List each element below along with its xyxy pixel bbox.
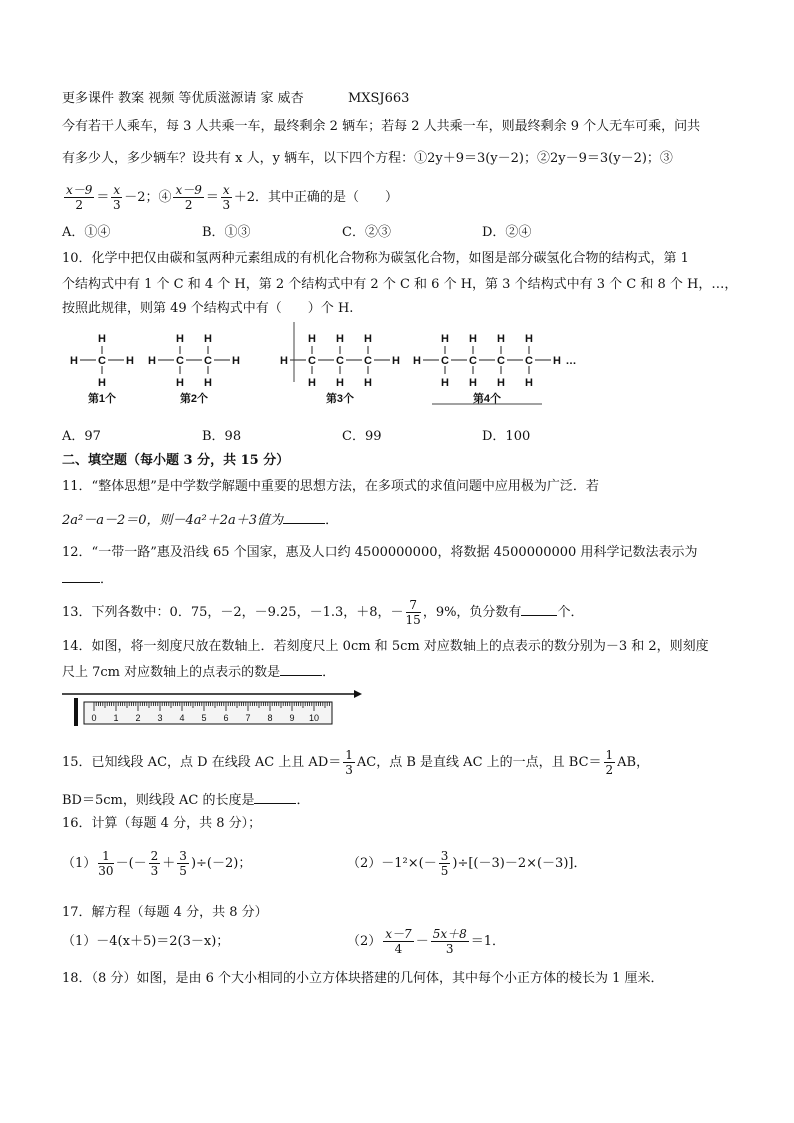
h-atom: H	[232, 355, 240, 367]
c-atom: C	[98, 355, 106, 367]
ruler-label: 3	[157, 713, 163, 723]
h-atom: H	[413, 355, 421, 367]
ruler-label: 8	[267, 713, 273, 723]
q9-line1: 今有若干人乘车，每 3 人共乘一车，最终剩余 2 辆车；若每 2 人共乘一车，则最终剩余 9 个人无车可乘，问共	[62, 119, 701, 134]
h-atom: H	[469, 333, 477, 345]
q10-option-a: A．97	[62, 429, 101, 444]
q9-options	[62, 224, 622, 242]
h-atom: H	[553, 355, 561, 367]
q15-line2: BD＝5cm，则线段 AC 的长度是 ．	[62, 793, 310, 808]
q17-part2: （2） $\frac{x-7}{4}$ － $\frac{5x+8}{3}$ ＝1．	[347, 927, 506, 956]
h-atom: H	[70, 355, 78, 367]
structure-caption: 第3个	[325, 393, 355, 405]
h-atom: H	[176, 377, 184, 389]
q18-line1: 18．（8 分）如图，是由 6 个大小相同的小立方体块搭建的几何体，其中每个小正方体的棱长为 1 厘米．	[62, 971, 664, 986]
q14-answer-blank[interactable]	[280, 663, 322, 676]
q15-frac-2: $\frac{1}{2}$	[605, 748, 614, 777]
h-atom: H	[441, 333, 449, 345]
q11-line1: 11．“整体思想”是中学数学解题中重要的思想方法，在多项式的求值问题中应用极为广泛．若	[62, 479, 599, 494]
q12-answer-blank[interactable]	[62, 570, 100, 583]
q10-option-c: C．99	[342, 429, 382, 444]
h-atom: H	[176, 333, 184, 345]
q10-line2: 个结构式中有 1 个 C 和 4 个 H，第 2 个结构式中有 2 个 C 和 6 个 H，第 3 个结构式中有 3 个 C 和 8 个 H，…，	[62, 277, 738, 292]
q12-line1: 12．“一带一路”惠及沿线 65 个国家，惠及人口约 4500000000，将数据 4500000000 用科学记数法表示为	[62, 545, 698, 560]
q16-part2: （2）－1²×(－ $\frac{3}{5}$ )÷[(－3)－2×(－3)]．	[347, 849, 587, 878]
h-atom: H	[336, 333, 344, 345]
q15-frac-1: $\frac{1}{3}$	[345, 748, 353, 777]
ruler-label: 6	[223, 713, 229, 723]
q16-part1: （1） $\frac{1}{30}$ －(－ $\frac{2}{3}$ ＋ $\frac{3}{5}$ )÷(－2)；	[62, 849, 252, 878]
h-atom: H	[280, 355, 288, 367]
h-atom: H	[364, 333, 372, 345]
q14-line1: 14．如图，将一刻度尺放在数轴上．若刻度尺上 0cm 和 5cm 对应数轴上的点表示的数分别为－3 和 2，则刻度	[62, 639, 709, 654]
structure-caption: 第4个	[472, 393, 502, 405]
ruler-label: 10	[308, 713, 320, 723]
hydrocarbon-figure	[62, 322, 602, 414]
h-atom: H	[148, 355, 156, 367]
h-atom: H	[364, 377, 372, 389]
h-atom: H	[204, 377, 212, 389]
q10-options	[62, 428, 622, 446]
c-atom: C	[441, 355, 449, 367]
c-atom: C	[469, 355, 477, 367]
watermark-code: MXSJ663	[347, 91, 410, 106]
q9-eq4-lhs: $\frac{x-9}{2}$	[175, 183, 202, 212]
q11-line2: 2a²－a－2＝0，则－4a²＋2a＋3值为 ．	[62, 513, 339, 528]
h-atom: H	[308, 377, 316, 389]
q9-eq3-rhs: $\frac{x}{3}$	[112, 183, 121, 212]
h-atom: H	[126, 355, 134, 367]
q16-title: 16．计算（每题 4 分，共 8 分）；	[62, 816, 262, 831]
h-atom: H	[98, 377, 106, 389]
q9-line2: 有多少人，多少辆车？设共有 x 人，y 辆车，以下四个方程：①2y＋9＝3(y－2)；②2y－9＝3(y－2)；③	[62, 151, 673, 166]
h-atom: H	[308, 333, 316, 345]
h-atom: H	[441, 377, 449, 389]
section-title: 二、填空题（每小题 3 分，共 15 分）	[62, 453, 290, 468]
ruler-label: 2	[135, 713, 141, 723]
ruler-label: 9	[289, 713, 295, 723]
q9-eq3-lhs: $\frac{x-9}{2}$	[66, 183, 93, 212]
c-atom: C	[204, 355, 212, 367]
c-atom: C	[525, 355, 533, 367]
q10-option-b: B．98	[202, 429, 242, 444]
ruler-figure	[62, 688, 362, 740]
c-atom: C	[364, 355, 372, 367]
h-atom: H	[469, 377, 477, 389]
h-atom: H	[336, 377, 344, 389]
q9-option-d: D．②④	[482, 225, 532, 240]
q17-title: 17．解方程（每题 4 分，共 8 分）	[62, 905, 268, 920]
q9-eq4-rhs: $\frac{x}{3}$	[222, 183, 231, 212]
ruler-label: 0	[91, 713, 97, 723]
q12-line2: ．	[62, 570, 113, 589]
q15-answer-blank[interactable]	[254, 791, 296, 804]
q17-part1: （1）－4(x＋5)＝2(3－x)；	[62, 934, 230, 949]
q9-option-b: B．①③	[202, 225, 251, 240]
h-atom: H	[525, 377, 533, 389]
structure-caption: 第1个	[87, 393, 117, 405]
watermark-line	[62, 90, 409, 108]
q10-line1: 10．化学中把仅由碳和氢两种元素组成的有机化合物称为碳氢化合物，如图是部分碳氢化合物的结构式，第 1	[62, 251, 689, 266]
q9-option-a: A．①④	[62, 225, 111, 240]
ellipsis: …	[565, 355, 577, 367]
q15-line1: 15．已知线段 AC，点 D 在线段 AC 上且 AD＝ $\frac{1}{3}$ AC，点 B 是直线 AC 上的一点，且 BC＝ $\frac{1}{2}$ AB，	[62, 748, 650, 777]
q11-answer-blank[interactable]	[283, 511, 325, 524]
h-atom: H	[525, 333, 533, 345]
h-atom: H	[392, 355, 400, 367]
q10-option-d: D．100	[482, 429, 531, 444]
c-atom: C	[497, 355, 505, 367]
ruler-label: 4	[179, 713, 185, 723]
h-atom: H	[98, 333, 106, 345]
watermark-text: 更多课件 教案 视频 等优质滋源请 家 威杏	[62, 91, 304, 106]
q9-option-c: C．②③	[342, 225, 391, 240]
q13-fraction: $\frac{7}{15}$	[405, 598, 421, 627]
q9-line3: $\frac{x-9}{2}$ ＝ $\frac{x}{3}$ －2；④ $\frac{x-9}{2}$ ＝ $\frac{x}{3}$ ＋2．其中正确的是（ ）	[66, 183, 398, 212]
ruler-label: 5	[201, 713, 207, 723]
h-atom: H	[204, 333, 212, 345]
c-atom: C	[336, 355, 344, 367]
q13-line: 13．下列各数中：0．75，－2，－9.25，－1.3，＋8，－ $\frac{7}{15}$ ，9%，负分数有 个．	[62, 598, 584, 627]
h-atom: H	[497, 333, 505, 345]
structure-caption: 第2个	[179, 393, 209, 405]
q14-line2: 尺上 7cm 对应数轴上的点表示的数是 ．	[62, 665, 336, 680]
h-atom: H	[497, 377, 505, 389]
q13-answer-blank[interactable]	[521, 603, 557, 616]
c-atom: C	[176, 355, 184, 367]
c-atom: C	[308, 355, 316, 367]
q10-line3: 按照此规律，则第 49 个结构式中有（ ）个 H.	[62, 301, 354, 316]
ruler-label: 1	[113, 713, 119, 723]
ruler-label: 7	[245, 713, 251, 723]
